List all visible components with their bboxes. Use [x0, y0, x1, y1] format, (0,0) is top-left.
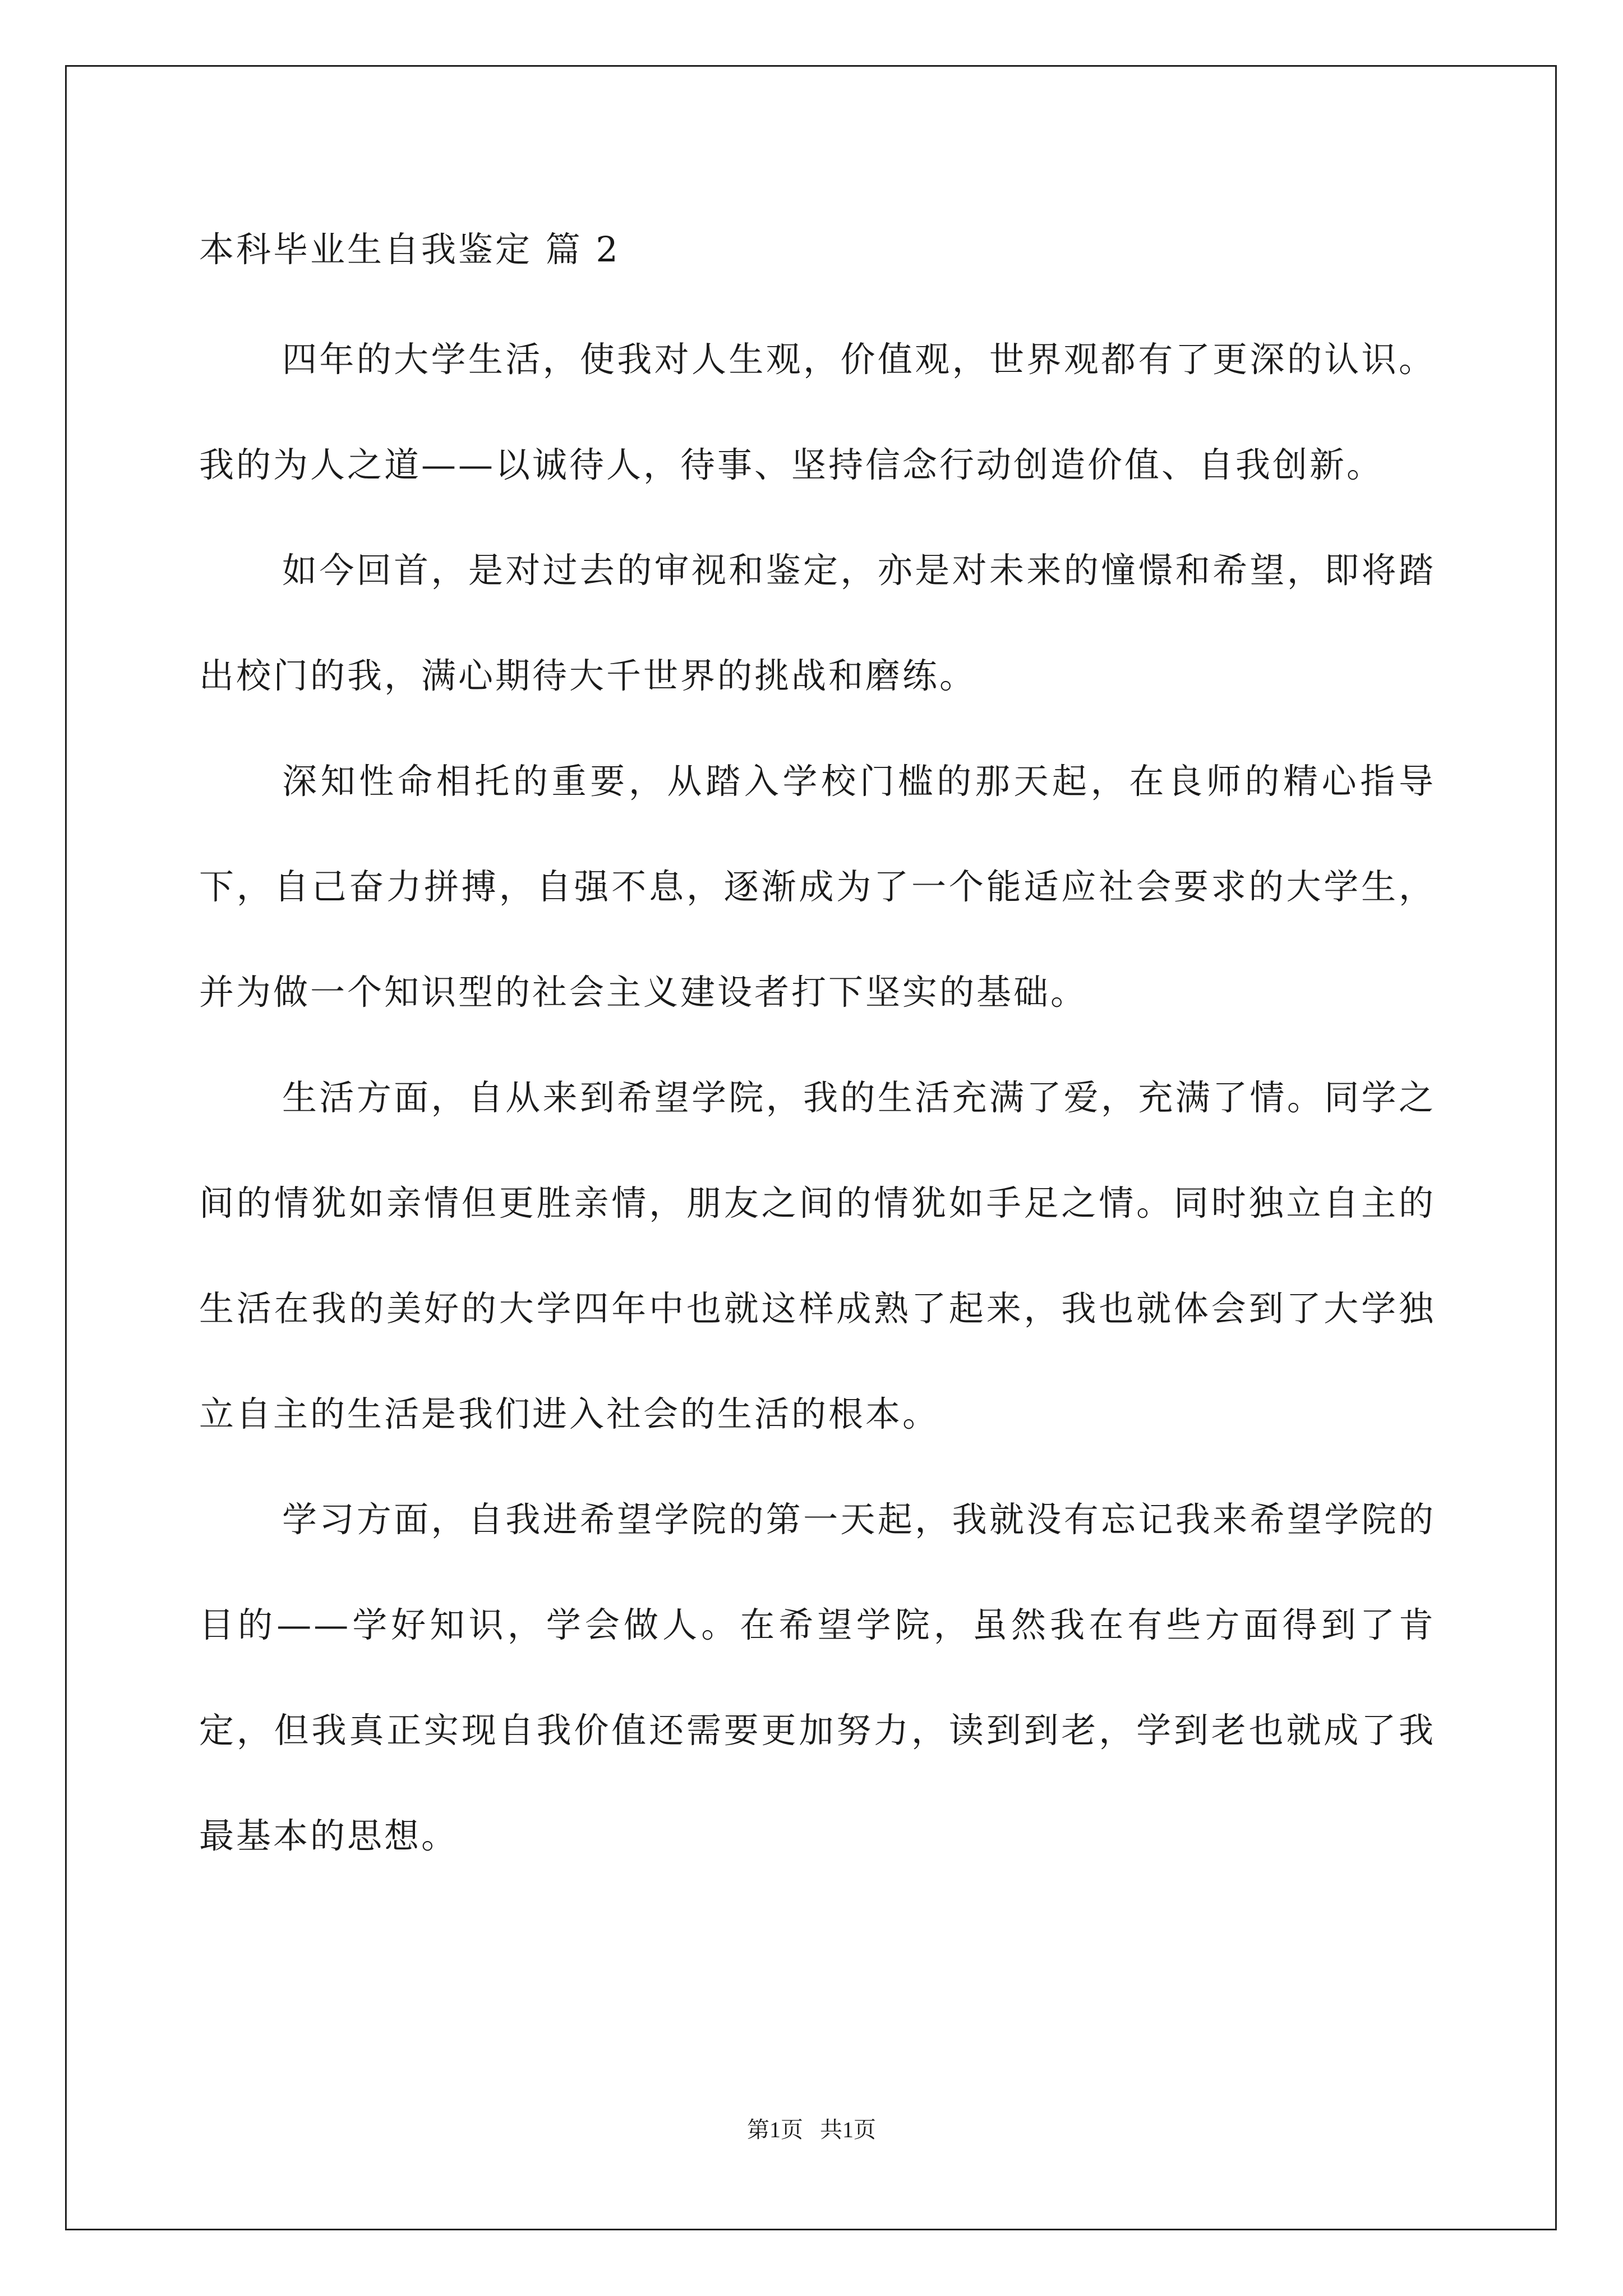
paragraph-3: 深知性命相托的重要，从踏入学校门槛的那天起，在良师的精心指导下，自己奋力拼搏，自强不息，逐渐成为了一个能适应社会要求的大学生，并为做一个知识型的社会主义建设者打下坚实的基础。: [199, 761, 1436, 1013]
paragraph-2: 如今回首，是对过去的审视和鉴定，亦是对未来的憧憬和希望，即将踏出校门的我，满心期待大千世界的挑战和磨练。: [199, 550, 1436, 696]
page-footer: 第1页 共1页: [747, 2117, 876, 2142]
document-title: 本科毕业生自我鉴定 篇 2: [199, 229, 620, 270]
paragraph-1: 四年的大学生活，使我对人生观，价值观，世界观都有了更深的认识。我的为人之道——以诚待人，待事、坚持信念行动创造价值、自我创新。: [199, 339, 1436, 485]
paragraph-4: 生活方面，自从来到希望学院，我的生活充满了爱，充满了情。同学之间的情犹如亲情但更胜亲情，朋友之间的情犹如手足之情。同时独立自主的生活在我的美好的大学四年中也就这样成熟了起来，我也就体会到了大学独立自主的生活是我们进入社会的生活的根本。: [199, 1077, 1436, 1434]
paragraph-5: 学习方面，自我进希望学院的第一天起，我就没有忘记我来希望学院的目的——学好知识，学会做人。在希望学院，虽然我在有些方面得到了肯定，但我真正实现自我价值还需要更加努力，读到到老，学到老也就成了我最基本的思想。: [199, 1499, 1436, 1856]
document-body: [199, 216, 1436, 1889]
